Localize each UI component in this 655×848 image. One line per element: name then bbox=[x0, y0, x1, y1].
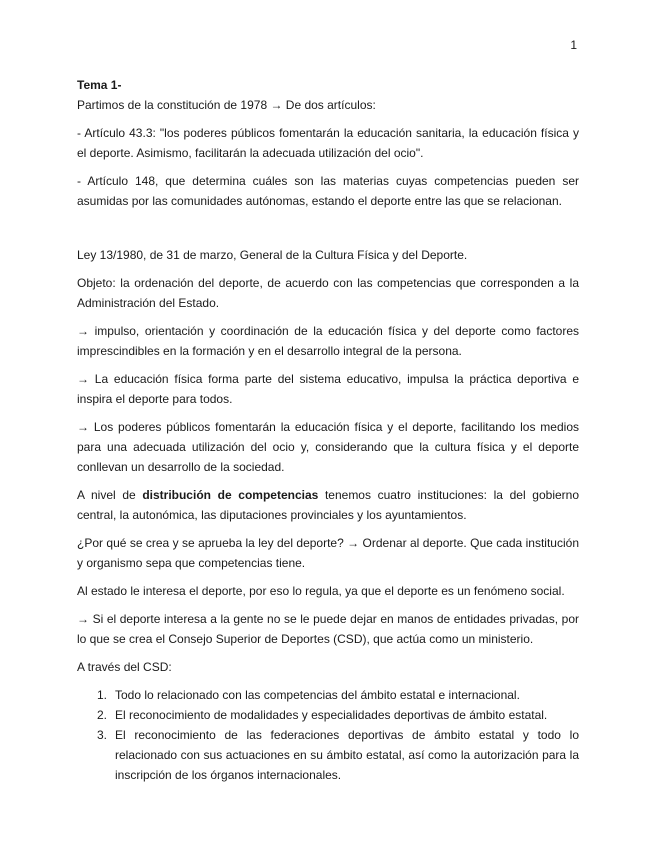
document-body bbox=[77, 75, 579, 785]
ley-paragraph: Ley 13/1980, de 31 de marzo, General de la Cultura Física y del Deporte. bbox=[77, 248, 468, 262]
estado-paragraph: Al estado le interesa el deporte, por eso lo regula, ya que el deporte es un fenómeno social. bbox=[77, 584, 565, 598]
educacion-paragraph: → La educación física forma parte del sistema educativo, impulsa la práctica deportiva e inspira el deporte para todos. bbox=[77, 372, 579, 406]
list-item-text: El reconocimiento de las federaciones deportivas de ámbito estatal y todo lo relacionado con sus actuaciones en su ámbito estatal, así como la autorización para la inscripción de los órganos internacionales. bbox=[115, 728, 579, 782]
distribucion-paragraph bbox=[77, 485, 579, 525]
intro-paragraph: Partimos de la constitución de 1978 → De dos artículos: bbox=[77, 98, 376, 112]
list-item bbox=[77, 725, 579, 785]
article-43-paragraph: - Artículo 43.3: "los poderes públicos fomentarán la educación sanitaria, la educación física y el deporte. Asimismo, facilitarán la adecuada utilización del ocio". bbox=[77, 126, 579, 160]
page-number: 1 bbox=[570, 38, 577, 52]
traves-paragraph: A través del CSD: bbox=[77, 660, 172, 674]
list-item-number: 3. bbox=[97, 728, 108, 742]
csd-paragraph: → Si el deporte interesa a la gente no se le puede dejar en manos de entidades privadas, por lo que se crea el Consejo Superior de Deportes (CSD), que actúa como un ministerio. bbox=[77, 612, 579, 646]
document-title: Tema 1- bbox=[77, 78, 122, 92]
list-item bbox=[77, 685, 579, 705]
list-item-text: Todo lo relacionado con las competencias del ámbito estatal e internacional. bbox=[115, 688, 520, 702]
list-item-text: El reconocimiento de modalidades y especialidades deportivas de ámbito estatal. bbox=[115, 708, 548, 722]
list-item bbox=[77, 705, 579, 725]
pregunta-paragraph: ¿Por qué se crea y se aprueba la ley del deporte? → Ordenar al deporte. Que cada institución y organismo sepa que competencias tiene. bbox=[77, 536, 579, 570]
impulso-paragraph: → impulso, orientación y coordinación de la educación física y del deporte como factores imprescindibles en la formación y en el desarrollo integral de la persona. bbox=[77, 324, 579, 358]
article-148-paragraph: - Artículo 148, que determina cuáles son las materias cuyas competencias pueden ser asumidas por las comunidades autónomas, estando el deporte entre las que se relacionan. bbox=[77, 174, 579, 208]
section-gap bbox=[77, 219, 579, 245]
poderes-paragraph: → Los poderes públicos fomentarán la educación física y el deporte, facilitando los medios para una adecuada utilización del ocio y, considerando que la cultura física y el deporte conllevan un desarrollo de la sociedad. bbox=[77, 420, 579, 474]
distribucion-bold: distribución de competencias bbox=[142, 488, 319, 502]
list-item-number: 2. bbox=[97, 708, 108, 722]
list-item-number: 1. bbox=[97, 688, 108, 702]
distribucion-pre: A nivel de bbox=[77, 488, 143, 502]
distribucion-post: tenemos cuatro instituciones: la del gobierno central, la autonómica, las diputaciones provinciales y los ayuntamientos. bbox=[77, 488, 579, 522]
csd-list bbox=[77, 685, 579, 785]
objeto-paragraph: Objeto: la ordenación del deporte, de acuerdo con las competencias que corresponden a la Administración del Estado. bbox=[77, 276, 579, 310]
